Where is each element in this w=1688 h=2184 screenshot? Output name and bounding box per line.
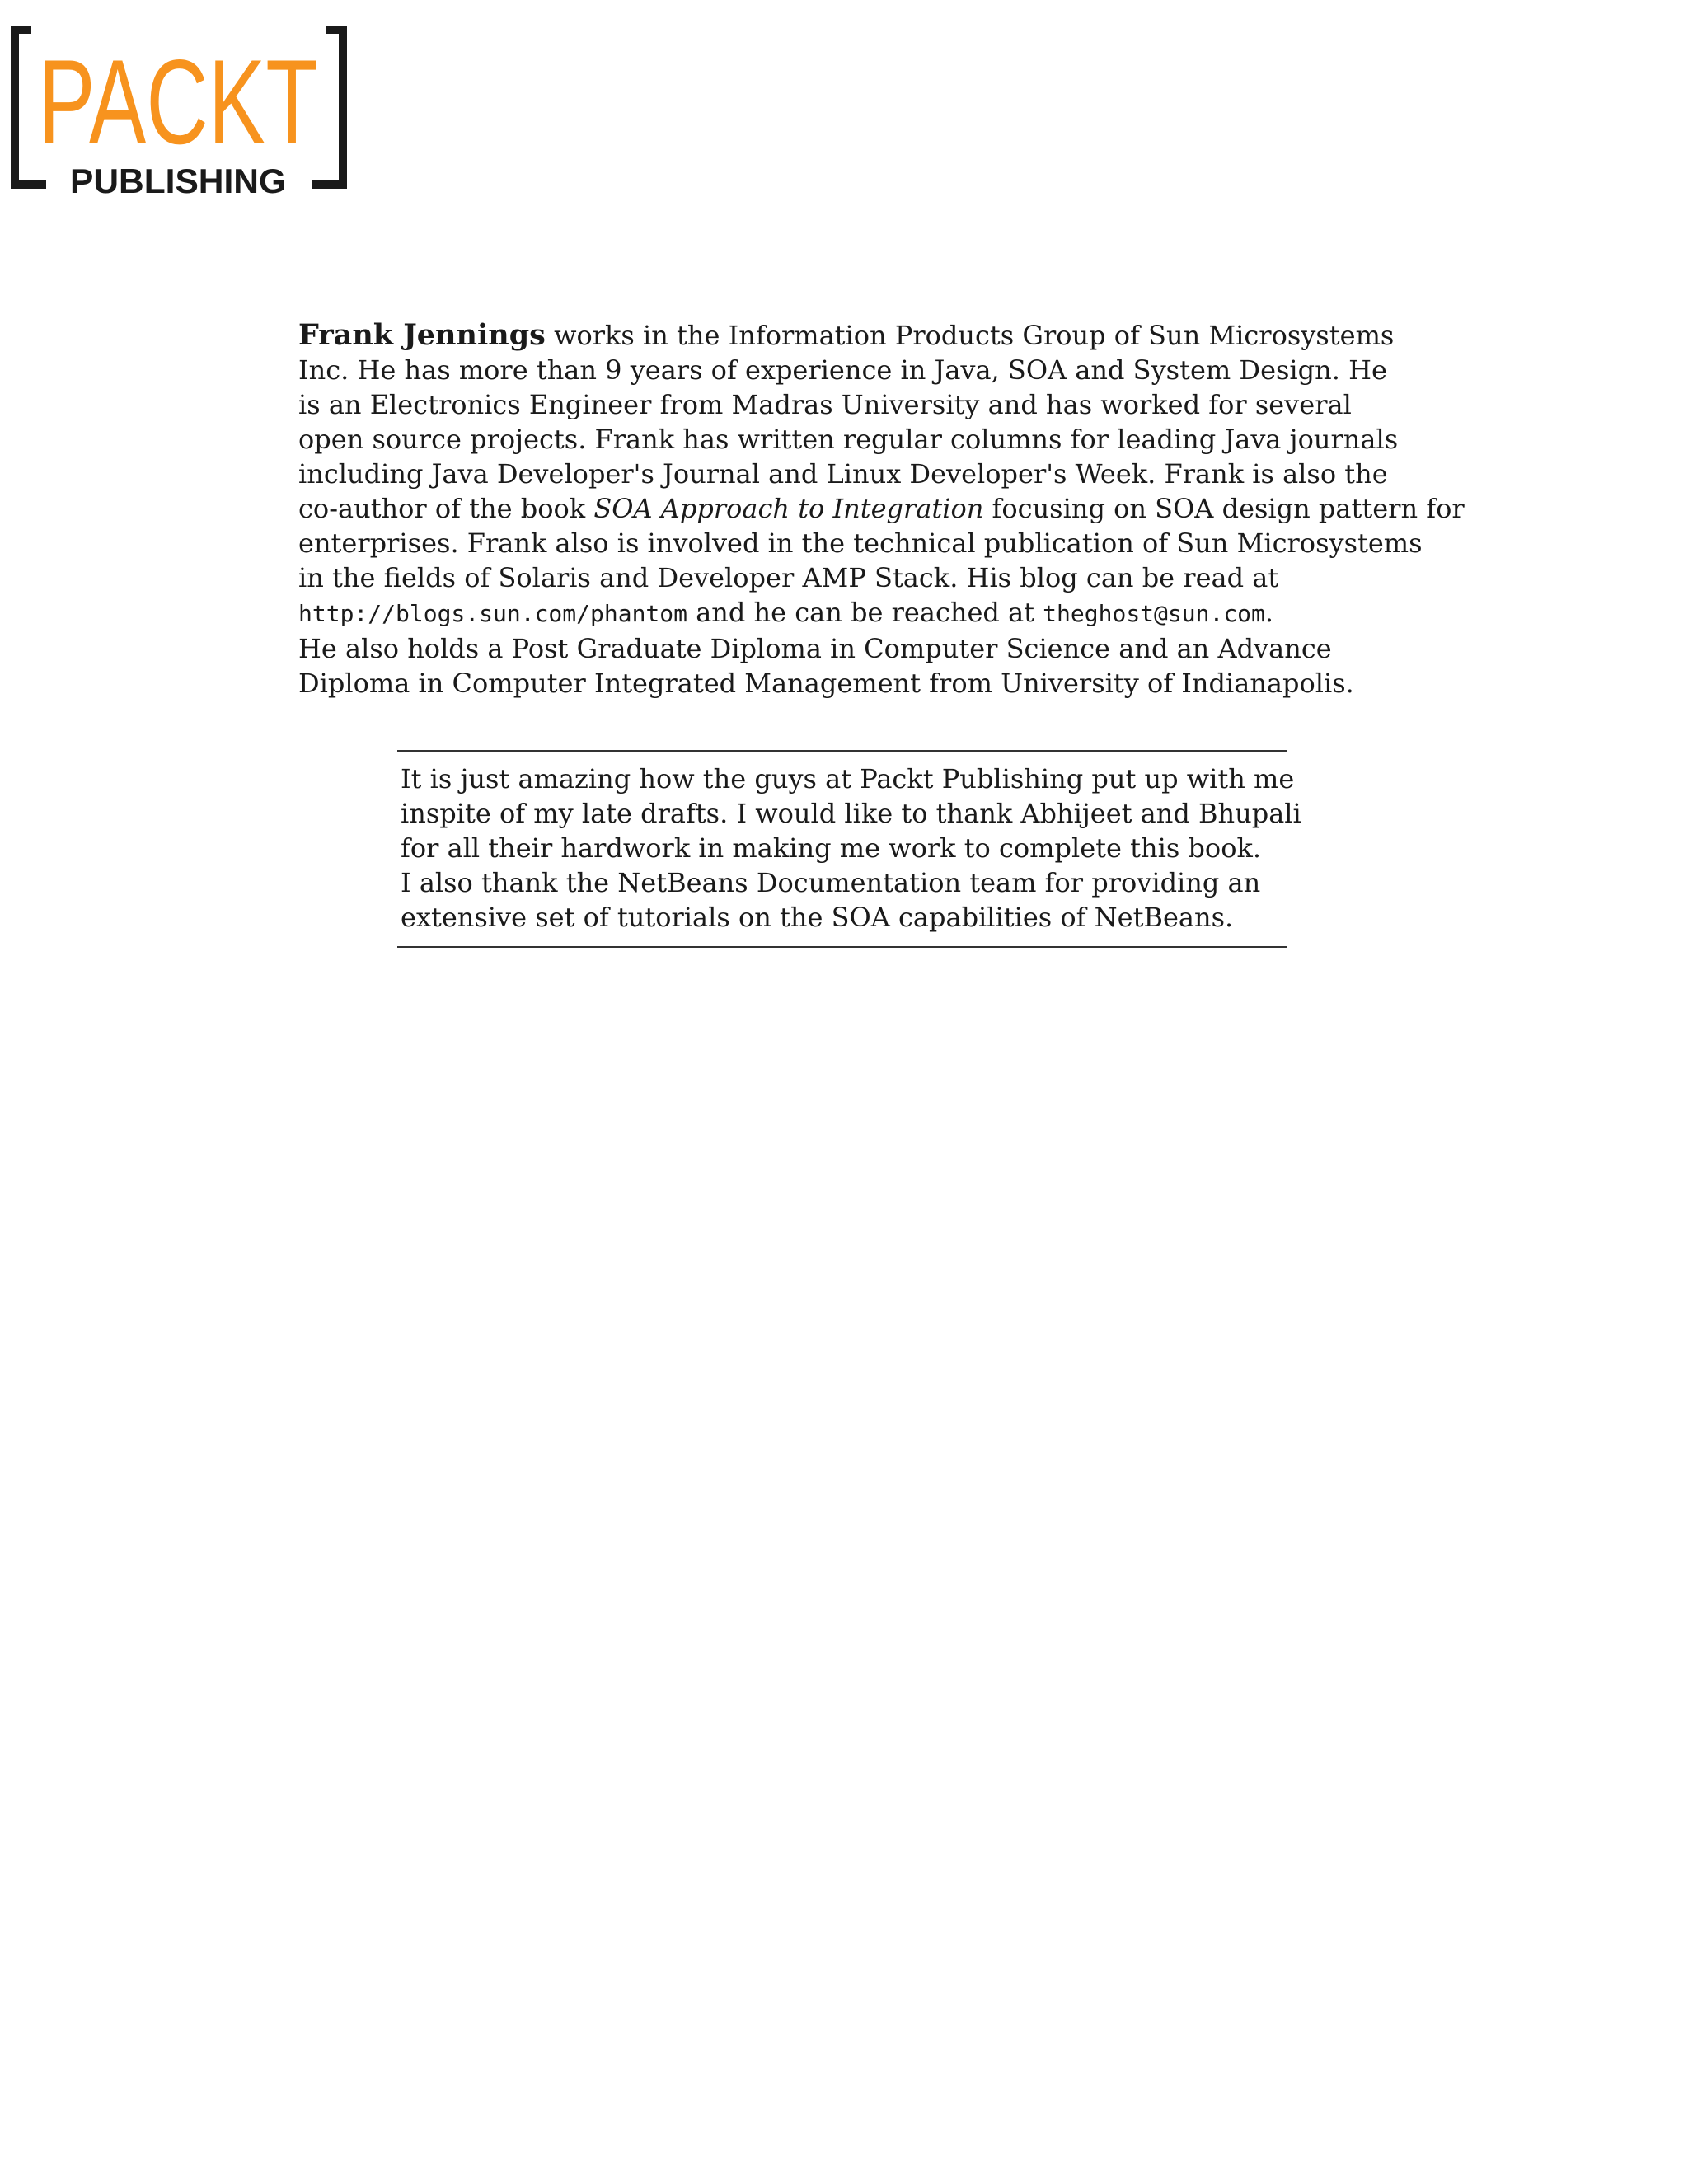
bio-line-6-pre: co-author of the book: [298, 493, 594, 524]
bio-line-4: open source projects. Frank has written regular columns for leading Java journals: [298, 424, 1399, 455]
bio-line-9-mid: and he can be reached at: [687, 597, 1043, 628]
logo-bottom-word: PUBLISHING: [70, 162, 286, 200]
bio-line-9-end: .: [1264, 597, 1274, 628]
packt-logo-graphic: [13, 28, 346, 200]
bio-line-11: Diploma in Computer Integrated Management from University of Indianapolis.: [298, 668, 1354, 699]
book-title: SOA Approach to Integration: [593, 493, 984, 524]
author-bio: [298, 318, 1465, 701]
acknowledgement-box: [397, 750, 1301, 948]
bio-line-6: [298, 491, 1465, 526]
logo-top-word: PACKT: [38, 35, 318, 169]
bio-line-9: [298, 595, 1419, 631]
bio-line-1-text: works in the Information Products Group of Sun Microsystems: [545, 320, 1395, 351]
ack-line-2: inspite of my late drafts. I would like to thank Abhijeet and Bhupali: [401, 798, 1301, 829]
bio-line-2: Inc. He has more than 9 years of experience in Java, SOA and System Design. He: [298, 354, 1387, 386]
ack-line-3: for all their hardwork in making me work to complete this book.: [401, 832, 1262, 864]
bio-line-10: He also holds a Post Graduate Diploma in Computer Science and an Advance: [298, 633, 1332, 664]
email-address: theghost@sun.com: [1043, 600, 1265, 627]
packt-publishing-logo: [13, 28, 346, 200]
ack-line-5: extensive set of tutorials on the SOA capabilities of NetBeans.: [401, 902, 1234, 933]
bio-line-3: is an Electronics Engineer from Madras University and has worked for several: [298, 389, 1352, 420]
bio-line-1: [298, 318, 1419, 353]
author-name: Frank Jennings: [298, 318, 546, 352]
bio-line-8: in the fields of Solaris and Developer AMP Stack. His blog can be read at: [298, 562, 1279, 593]
ack-line-4: I also thank the NetBeans Documentation team for providing an: [401, 867, 1261, 898]
bio-line-5: including Java Developer's Journal and Linux Developer's Week. Frank is also the: [298, 458, 1388, 490]
bio-line-7: enterprises. Frank also is involved in the technical publication of Sun Microsystems: [298, 527, 1423, 559]
blog-url: http://blogs.sun.com/phantom: [298, 600, 688, 627]
bio-line-6-post: focusing on SOA design pattern for: [983, 493, 1465, 524]
ack-line-1: It is just amazing how the guys at Packt Publishing put up with me: [401, 763, 1295, 794]
